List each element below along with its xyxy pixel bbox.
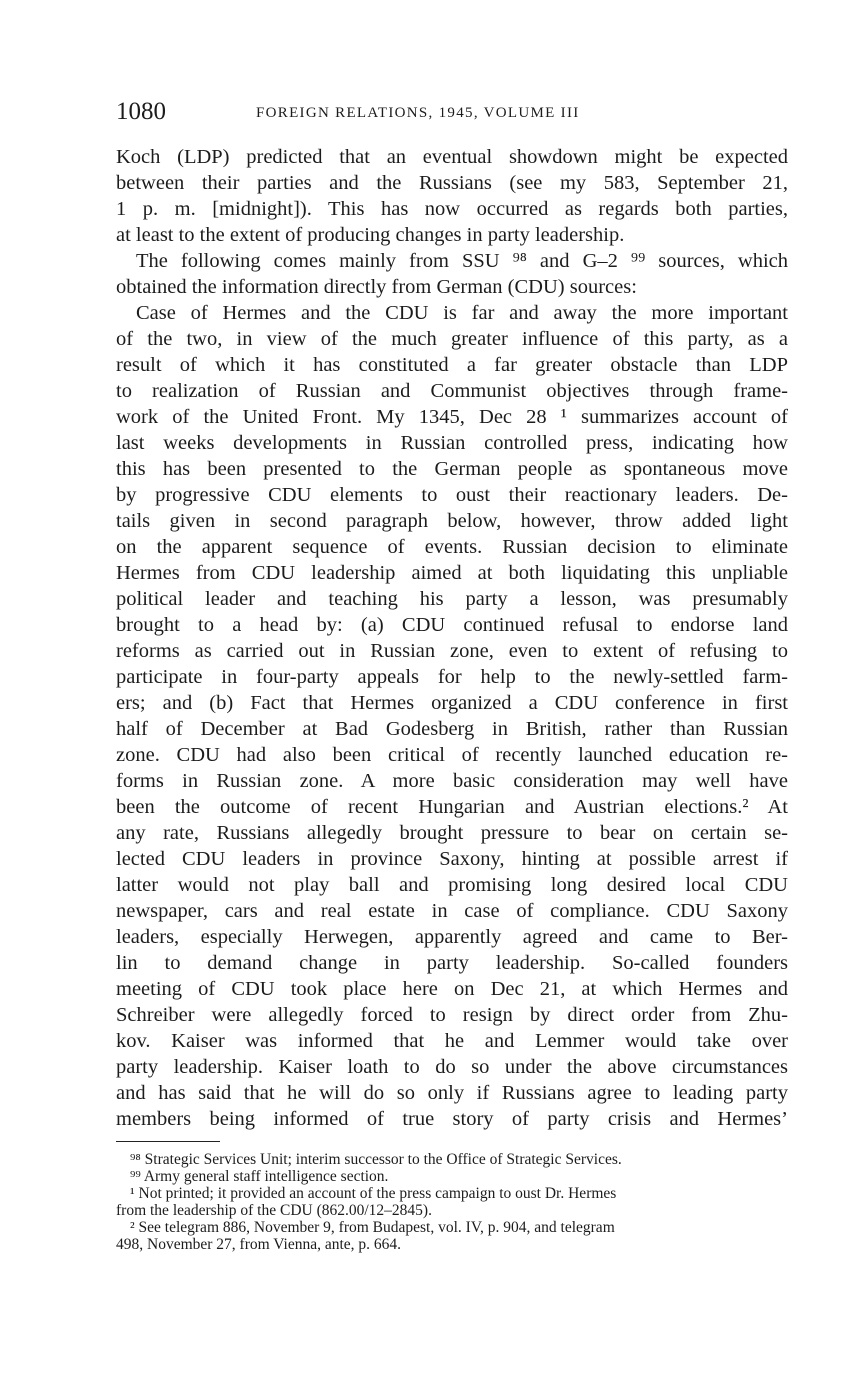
footnote-2: ² See telegram 886, November 9, from Budapest, vol. IV, p. 904, and telegram [130, 1219, 615, 1236]
body-line: result of which it has constituted a far greater obstacle than LDP [116, 354, 788, 376]
body-line: leaders, especially Herwegen, apparently agreed and came to Ber- [116, 926, 788, 948]
body-line: work of the United Front. My 1345, Dec 28 ¹ summarizes account of [116, 406, 788, 428]
body-line: obtained the information directly from German (CDU) sources: [116, 276, 637, 298]
body-text [116, 144, 788, 1132]
body-line: 1 p. m. [midnight]). This has now occurred as regards both parties, [116, 198, 788, 220]
running-title: FOREIGN RELATIONS, 1945, VOLUME III [256, 105, 580, 121]
body-line: lected CDU leaders in province Saxony, hinting at possible arrest if [116, 848, 788, 870]
body-line: members being informed of true story of party crisis and Hermes’ [116, 1108, 788, 1130]
body-line: reforms as carried out in Russian zone, even to extent of refusing to [116, 640, 788, 662]
body-line: ers; and (b) Fact that Hermes organized a CDU conference in first [116, 692, 788, 714]
body-line: Case of Hermes and the CDU is far and away the more important [136, 302, 788, 324]
body-line: Koch (LDP) predicted that an eventual showdown might be expected [116, 146, 788, 168]
body-line: latter would not play ball and promising long desired local CDU [116, 874, 788, 896]
body-line: between their parties and the Russians (see my 583, September 21, [116, 172, 788, 194]
body-line: at least to the extent of producing changes in party leadership. [116, 224, 625, 246]
body-line: The following comes mainly from SSU ⁹⁸ and G–2 ⁹⁹ sources, which [136, 250, 788, 272]
body-line: kov. Kaiser was informed that he and Lemmer would take over [116, 1030, 788, 1052]
body-line: brought to a head by: (a) CDU continued refusal to endorse land [116, 614, 788, 636]
body-line: tails given in second paragraph below, however, throw added light [116, 510, 788, 532]
footnote-1-continued: from the leadership of the CDU (862.00/12–2845). [116, 1202, 432, 1219]
page-number: 1080 [116, 98, 166, 125]
body-line: political leader and teaching his party a lesson, was presumably [116, 588, 788, 610]
footnote-98: ⁹⁸ Strategic Services Unit; interim successor to the Office of Strategic Services. [130, 1151, 622, 1168]
body-line: newspaper, cars and real estate in case of compliance. CDU Saxony [116, 900, 788, 922]
body-line: been the outcome of recent Hungarian and Austrian elections.² At [116, 796, 788, 818]
body-line: participate in four-party appeals for help to the newly-settled farm- [116, 666, 788, 688]
body-line: last weeks developments in Russian controlled press, indicating how [116, 432, 788, 454]
body-line: any rate, Russians allegedly brought pressure to bear on certain se- [116, 822, 788, 844]
body-line: of the two, in view of the much greater influence of this party, as a [116, 328, 788, 350]
body-line: and has said that he will do so only if Russians agree to leading party [116, 1082, 788, 1104]
footnotes [116, 1151, 788, 1253]
body-line: half of December at Bad Godesberg in British, rather than Russian [116, 718, 788, 740]
footnote-2-continued: 498, November 27, from Vienna, ante, p. 664. [116, 1236, 402, 1253]
body-line: Hermes from CDU leadership aimed at both liquidating this unpliable [116, 562, 788, 584]
body-line: forms in Russian zone. A more basic consideration may well have [116, 770, 788, 792]
body-line: this has been presented to the German people as spontaneous move [116, 458, 788, 480]
body-line: meeting of CDU took place here on Dec 21, at which Hermes and [116, 978, 788, 1000]
body-line: party leadership. Kaiser loath to do so under the above circumstances [116, 1056, 788, 1078]
footnote-99: ⁹⁹ Army general staff intelligence section. [130, 1168, 389, 1185]
footnote-1: ¹ Not printed; it provided an account of the press campaign to oust Dr. Hermes [130, 1185, 617, 1202]
body-line: zone. CDU had also been critical of recently launched education re- [116, 744, 788, 766]
footnote-divider [116, 1141, 220, 1142]
body-line: by progressive CDU elements to oust their reactionary leaders. De- [116, 484, 788, 506]
body-line: Schreiber were allegedly forced to resign by direct order from Zhu- [116, 1004, 788, 1026]
body-line: on the apparent sequence of events. Russian decision to eliminate [116, 536, 788, 558]
body-line: lin to demand change in party leadership. So-called founders [116, 952, 788, 974]
page-header [116, 98, 788, 130]
body-line: to realization of Russian and Communist objectives through frame- [116, 380, 788, 402]
